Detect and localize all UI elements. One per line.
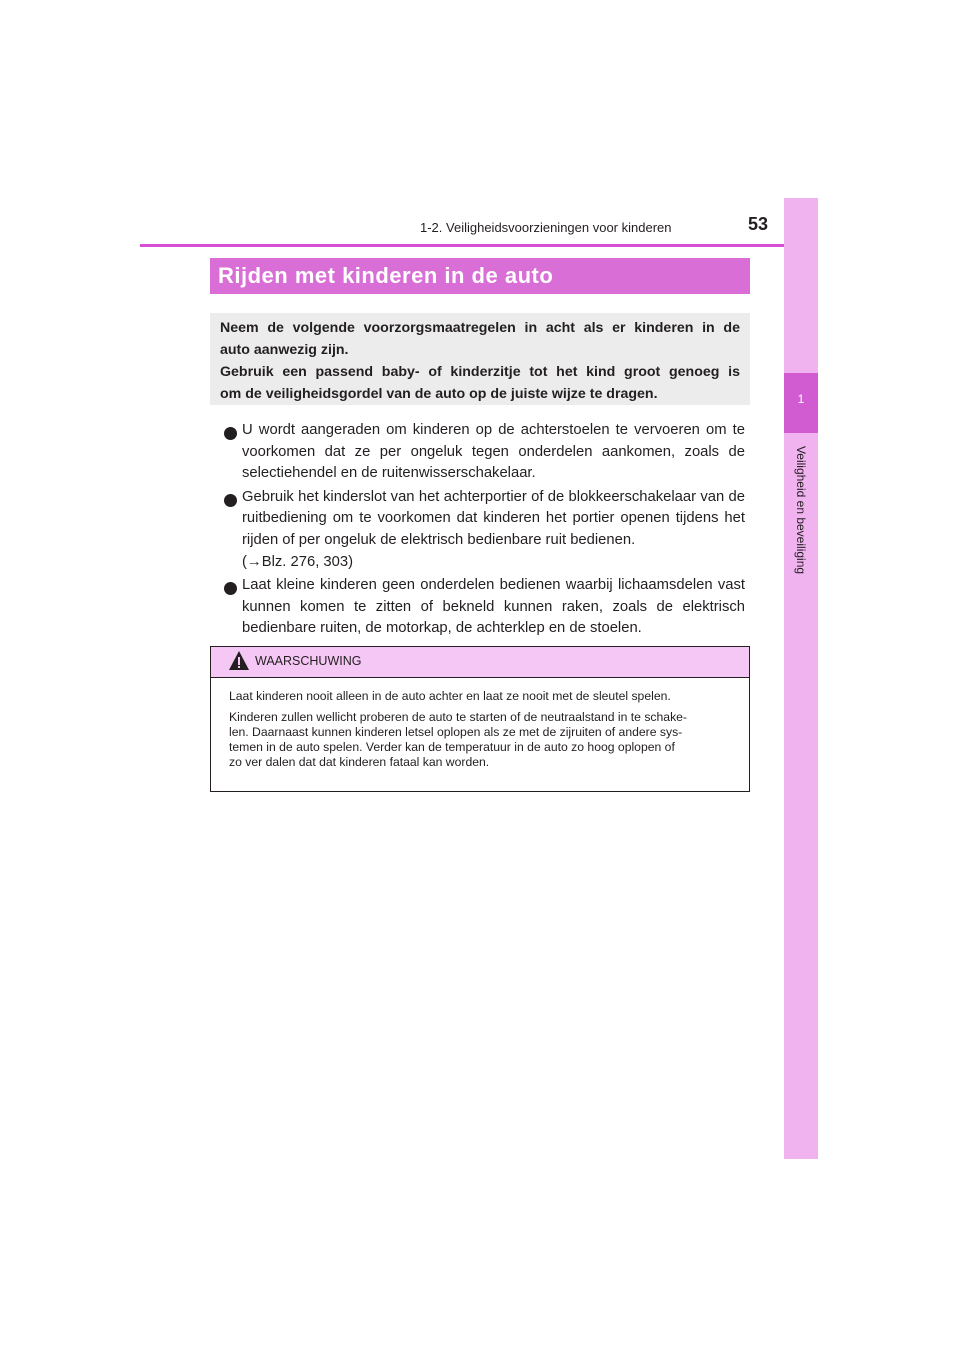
page-number: 53: [748, 214, 769, 234]
intro-line: Gebruik een passend baby- of kinderzitje tot het kind groot genoeg is: [220, 364, 740, 380]
chapter-side-tab: [784, 198, 818, 1159]
warning-line: Kinderen zullen wellicht proberen de auto te starten of de neutraalstand in te schake-: [229, 710, 687, 724]
warning-header: [211, 647, 749, 678]
bullet-text: U wordt aangeraden om kinderen op de achterstoelen te vervoeren om te voorkomen dat ze per ongeluk tegen onderdelen aankomen, zoals de selectiehendel en de ruitenwisserschakelaar.: [242, 422, 745, 482]
intro-box: [210, 313, 750, 405]
warning-triangle-icon: [228, 650, 250, 671]
bullet-text: Gebruik het kinderslot van het achterportier of de blokkeerschakelaar van de ruitbediening om te voorkomen dat kinderen het portier openen tijdens het rijden of per ongeluk de elektrisch bedienbare ruit bedienen.: [242, 488, 745, 548]
bullet-text: Laat kleine kinderen geen onderdelen bedienen waarbij lichaamsdelen vast kunnen komen te zitten of bekneld kunnen raken, zoals de elektrisch bedienbare ruiten, de motorkap, de achterklep en de stoelen.: [242, 577, 745, 637]
bullet-icon: [224, 427, 237, 440]
bullet-icon: [224, 582, 237, 595]
warning-box: [210, 646, 750, 792]
warning-body: [211, 678, 749, 770]
section-title-bar: [210, 258, 750, 294]
warning-paragraph: Laat kinderen nooit alleen in de auto achter en laat ze nooit met de sleutel spelen.: [229, 689, 671, 703]
intro-line: Neem de volgende voorzorgsmaatregelen in acht als er kinderen in de: [220, 320, 740, 336]
intro-line: auto aanwezig zijn.: [220, 342, 349, 358]
list-item: [210, 487, 745, 573]
bullet-list: [210, 420, 745, 642]
list-item: [210, 575, 745, 640]
warning-title: WAARSCHUWING: [255, 654, 362, 668]
chapter-number: 1: [797, 392, 805, 406]
chapter-title: Veiligheid en beveiliging: [794, 445, 808, 575]
section-title: Rijden met kinderen in de auto: [218, 263, 554, 288]
intro-line: om de veiligheidsgordel van de auto op de juiste wijze te dragen.: [220, 386, 658, 402]
list-item: [210, 420, 745, 485]
bullet-icon: [224, 494, 237, 507]
section-header: 1-2. Veiligheidsvoorzieningen voor kinderen: [420, 220, 672, 235]
warning-line: zo ver dalen dat dat kinderen fataal kan worden.: [229, 755, 490, 769]
header-rule: [140, 244, 818, 247]
warning-line: temen in de auto spelen. Verder kan de temperatuur in de auto zo hoog oplopen of: [229, 740, 675, 754]
page-reference-link[interactable]: (→Blz. 276, 303): [242, 553, 354, 570]
warning-line: len. Daarnaast kunnen kinderen letsel oplopen als ze met de zijruiten of andere sys-: [229, 725, 683, 739]
